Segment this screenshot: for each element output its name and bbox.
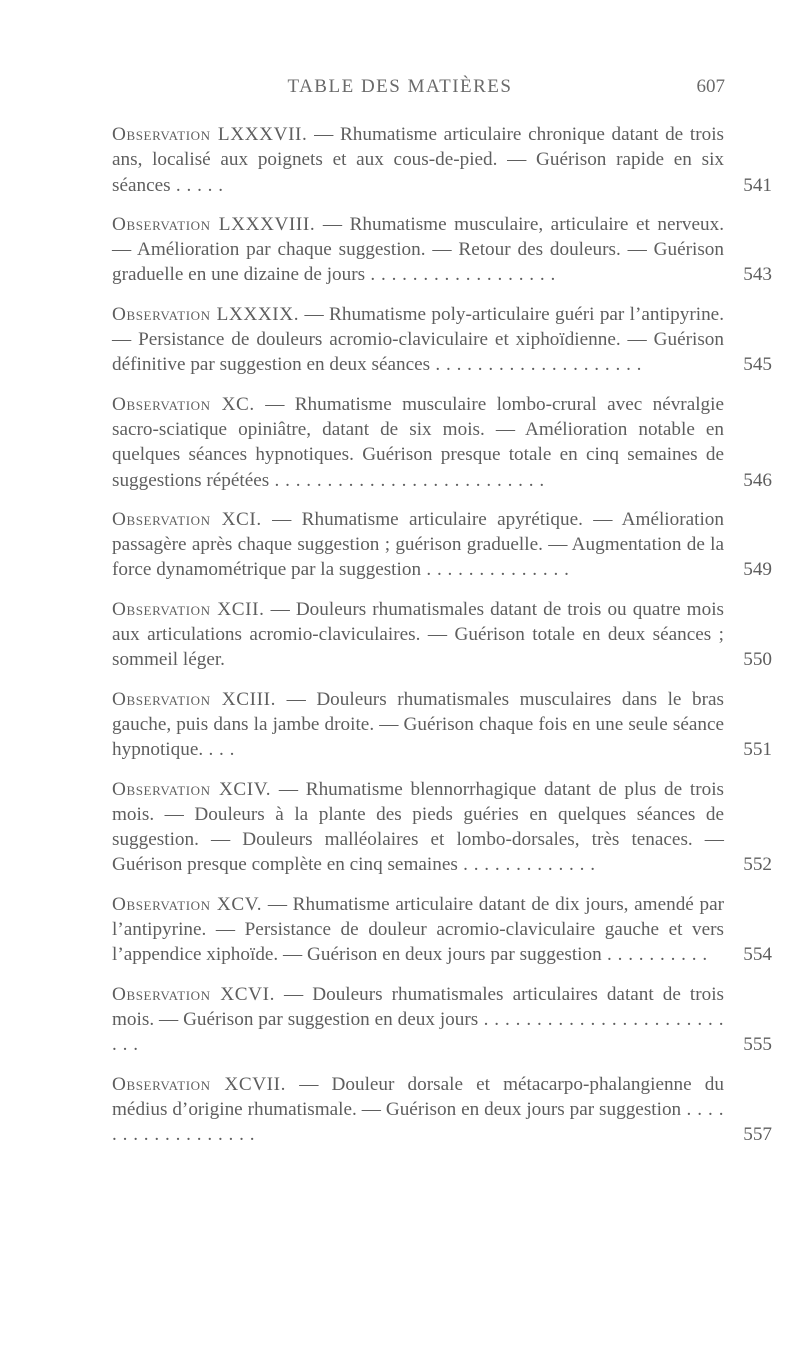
entry-description: — Rhumatisme articulaire apyrétique. — Amélioration passagère après chaque suggestion ; guérison graduelle. — Augmentation de la force dynamométrique par la suggestion	[112, 508, 724, 581]
page-reference: 554	[743, 944, 772, 966]
toc-entry[interactable]	[112, 687, 772, 763]
toc-entry[interactable]	[112, 1072, 772, 1148]
toc-entry[interactable]	[112, 982, 772, 1058]
entry-description: — Rhumatisme musculaire lombo-crural avec névralgie sacro-sciatique opiniâtre, datant de six mois. — Amélioration notable en quelques séances hypnotiques. Guérison presque totale en cinq semaines de suggestions répétées	[112, 393, 724, 491]
entry-description: — Douleurs rhumatismales articulaires datant de trois mois. — Guérison par suggestion en deux jours	[112, 983, 725, 1030]
entry-description: — Rhumatisme articulaire chronique datant de trois ans, localisé aux poignets et aux cous-de-pied. — Guérison rapide en six séances	[112, 124, 724, 196]
running-title: TABLE DES MATIÈRES	[287, 76, 513, 97]
toc-entry[interactable]	[112, 507, 772, 583]
toc-entry[interactable]	[112, 302, 772, 378]
entry-description: — Rhumatisme blennorrhagique datant de plus de trois mois. — Douleurs à la plante des pieds guéries en quelques séances de suggestion. — Douleurs malléolaires et lombo-dorsales, très tenaces. — Guérison presque complète en cinq semaines	[112, 778, 724, 876]
page-reference: 543	[743, 264, 772, 286]
dot-leader: . . . . . . . . . . . . . . . . . . . .	[430, 354, 642, 376]
observation-label: Observation XCVII.	[112, 1073, 287, 1095]
dot-leader: . . . . . . . . . . . . . . . . . .	[112, 1098, 724, 1146]
observation-label: Observation LXXXVII.	[112, 124, 308, 145]
page-number: 607	[696, 76, 725, 97]
entry-description: — Rhumatisme poly-articulaire guéri par l’antipyrine. — Persistance de douleurs acromio-claviculaire et xiphoïdienne. — Guérison définitive par suggestion en deux séances	[112, 303, 724, 376]
page-reference: 555	[743, 1034, 772, 1056]
observation-label: Observation XCIV.	[112, 778, 272, 800]
page-reference: 551	[743, 739, 772, 761]
observation-label: Observation LXXXVIII.	[112, 213, 316, 235]
observation-label: Observation XCI.	[112, 508, 262, 530]
dot-leader: . . . . .	[170, 174, 224, 196]
toc-entry[interactable]	[112, 777, 772, 878]
toc-entry[interactable]	[112, 892, 772, 968]
page-reference: 557	[743, 1124, 772, 1146]
toc-entry[interactable]	[112, 597, 772, 673]
entry-description: — Douleurs rhumatismales musculaires dans le bras gauche, puis dans la jambe droite. — Guérison chaque fois en une seule séance hypnotique.	[112, 688, 724, 761]
page-reference: 545	[743, 354, 772, 376]
dot-leader: . . . . . . . . . . . . . . . . . . . . . . . . . .	[269, 469, 545, 491]
observation-label: Observation XCIII.	[112, 688, 277, 710]
dot-leader: . . .	[203, 739, 235, 761]
observation-label: Observation XCII.	[112, 598, 265, 620]
toc-entry[interactable]	[112, 122, 772, 198]
observation-label: Observation XCV.	[112, 893, 263, 915]
dot-leader: . . . . . . . . . . . . . . . . . . . . . . . . . .	[112, 1008, 724, 1056]
toc-entry[interactable]	[112, 392, 772, 493]
entry-description: — Rhumatisme articulaire datant de dix jours, amendé par l’antipyrine. — Persistance de douleur acromio-claviculaire gauche et vers l’appendice xiphoïde. — Guérison en deux jours par suggestion	[112, 893, 724, 966]
table-of-contents	[112, 122, 772, 1161]
page-reference: 552	[743, 854, 772, 876]
observation-label: Observation LXXXIX.	[112, 303, 300, 325]
page-reference: 541	[743, 174, 772, 196]
dot-leader: . . . . . . . . . . . . .	[457, 854, 596, 876]
toc-entry[interactable]	[112, 212, 772, 288]
entry-description: — Douleur dorsale et métacarpo-phalangienne du médius d’origine rhumatismale. — Guérison en deux jours par suggestion	[112, 1073, 724, 1120]
page-reference: 549	[743, 559, 772, 581]
page-reference: 550	[743, 649, 772, 671]
dot-leader: . . . . . . . . . . . . . . . . . .	[365, 264, 556, 286]
entry-description: — Rhumatisme musculaire, articulaire et nerveux. — Amélioration par chaque suggestion. — Retour des douleurs. — Guérison graduelle en une dizaine de jours	[112, 213, 724, 286]
observation-label: Observation XCVI.	[112, 983, 275, 1005]
observation-label: Observation XC.	[112, 393, 255, 415]
dot-leader: . . . . . . . . . .	[601, 944, 708, 966]
dot-leader: . . . . . . . . . . . . . .	[421, 559, 570, 581]
page-reference: 546	[743, 469, 772, 491]
entry-description: — Douleurs rhumatismales datant de trois ou quatre mois aux articulations acromio-claviculaires. — Guérison totale en deux séances ; sommeil léger.	[112, 598, 725, 671]
